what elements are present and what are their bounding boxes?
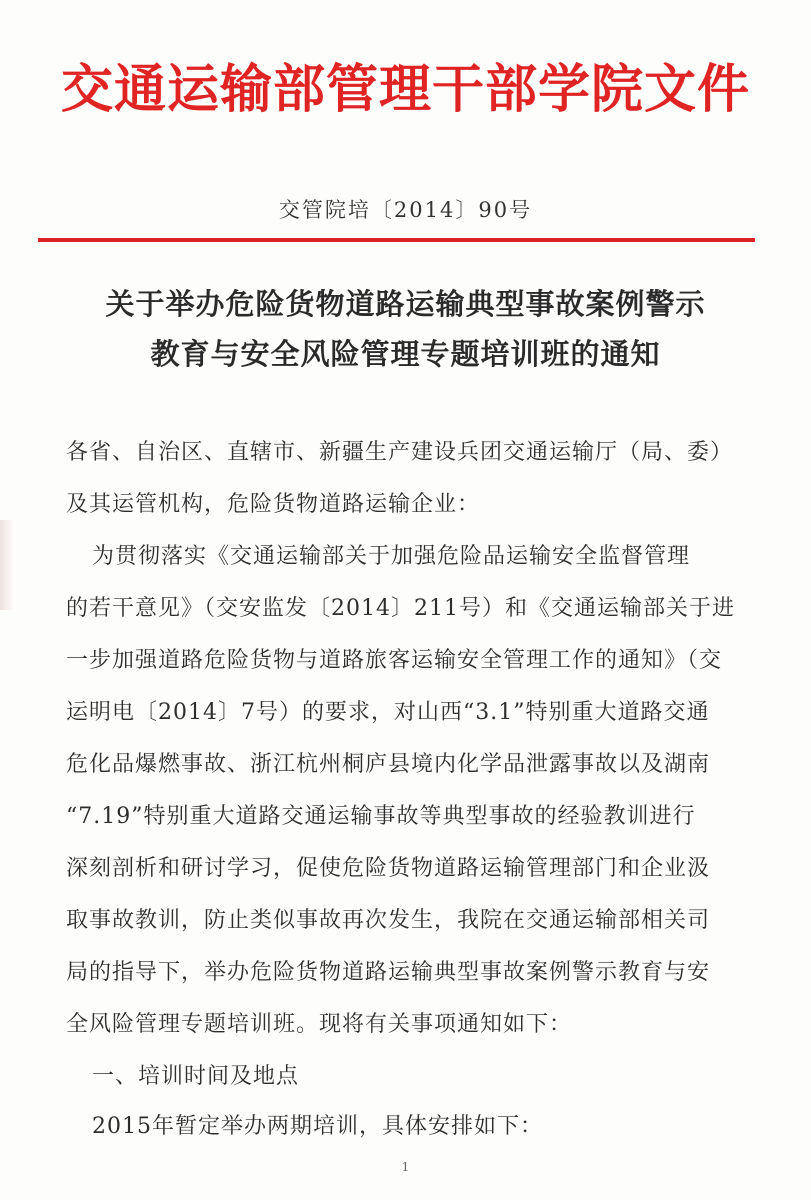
document-title-line-1: 关于举办危险货物道路运输典型事故案例警示 [105, 287, 706, 321]
paragraph-line: 为贯彻落实《交通运输部关于加强危险品运输安全监督管理 [92, 544, 691, 569]
paragraph-line: 的若干意见》（交安监发〔2014〕211号）和《交通运输部关于进 [66, 596, 735, 621]
paragraph-line: 运明电〔2014〕7号）的要求，对山西“3.1”特别重大道路交通 [66, 700, 710, 725]
paragraph-line: 局的指导下，举办危险货物道路运输典型事故案例警示教育与安 [66, 960, 711, 985]
scan-artifact [0, 520, 14, 610]
document-number: 交管院培〔2014〕90号 [278, 198, 533, 222]
document-title-line-2: 教育与安全风险管理专题培训班的通知 [150, 337, 661, 371]
section-heading: 一、培训时间及地点 [92, 1064, 300, 1089]
paragraph-line: 全风险管理专题培训班。现将有关事项通知如下： [66, 1012, 573, 1037]
document-header-title: 交通运输部管理干部学院文件 [60, 60, 750, 120]
addressee-line-2: 及其运管机构，危险货物道路运输企业： [66, 492, 481, 517]
header-divider [38, 238, 755, 242]
paragraph-line: 取事故教训，防止类似事故再次发生，我院在交通运输部相关司 [66, 908, 711, 933]
paragraph-line: 深刻剖析和研讨学习，促使危险货物道路运输管理部门和企业汲 [66, 856, 711, 881]
section-text: 2015年暂定举办两期培训，具体安排如下： [92, 1114, 543, 1139]
addressee-line-1: 各省、自治区、直辖市、新疆生产建设兵团交通运输厅（局、委） [66, 440, 734, 465]
page-number: 1 [401, 1160, 410, 1174]
paragraph-line: “7.19”特别重大道路交通运输事故等典型事故的经验教训进行 [66, 804, 696, 829]
paragraph-line: 一步加强道路危险货物与道路旅客运输安全管理工作的通知》（交 [66, 648, 723, 673]
paragraph-line: 危化品爆燃事故、浙江杭州桐庐县境内化学品泄露事故以及湖南 [66, 752, 711, 777]
